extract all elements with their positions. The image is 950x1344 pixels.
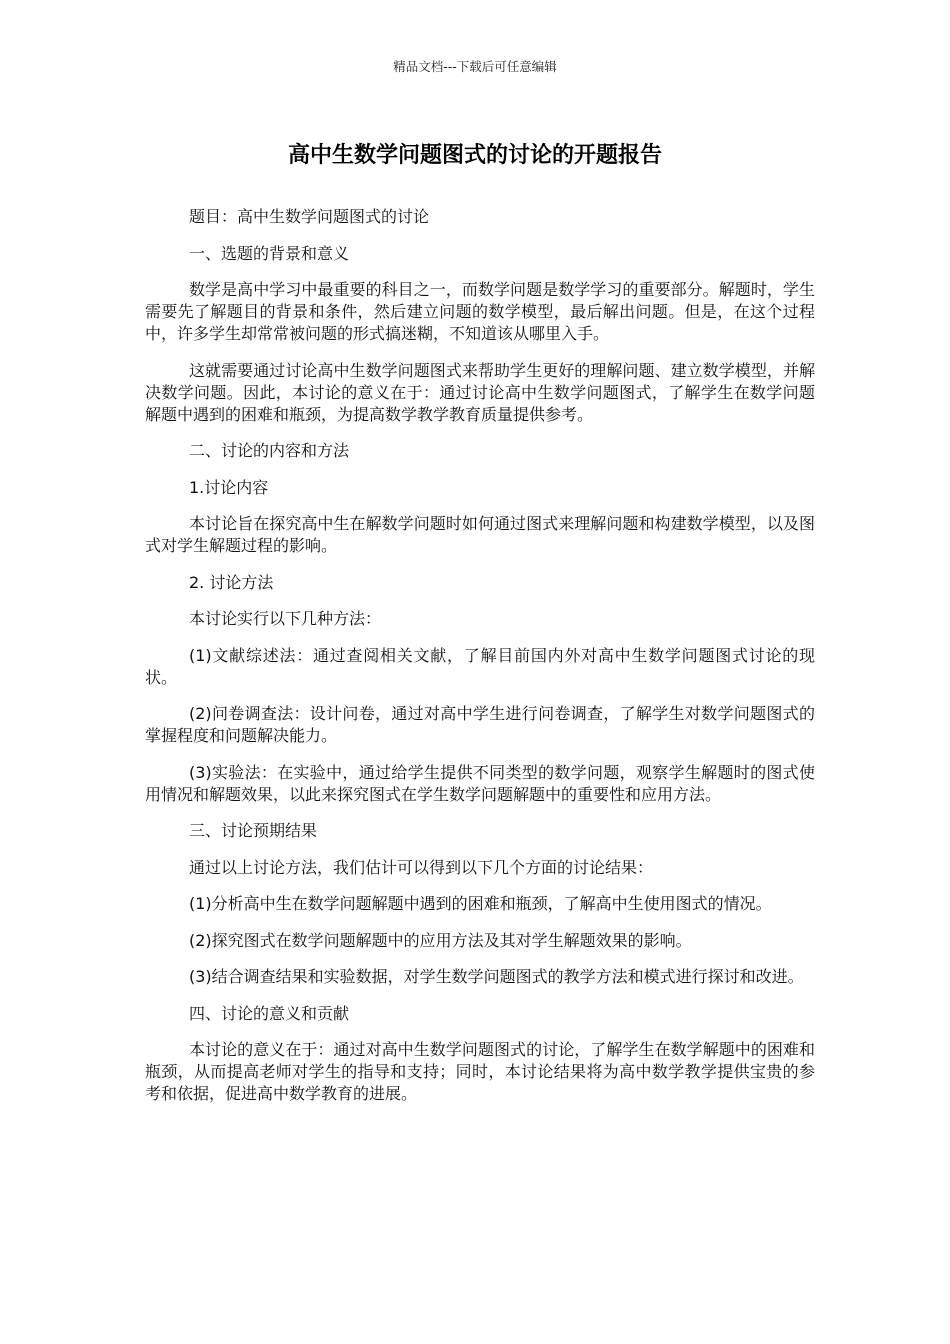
list-item: (1)文献综述法：通过查阅相关文献，了解目前国内外对高中生数学问题图式讨论的现状。 [145,645,815,687]
paragraph: 本讨论实行以下几种方法： [189,609,382,628]
list-item: (1)分析高中生在数学问题解题中遇到的困难和瓶颈，了解高中生使用图式的情况。 [189,894,772,913]
paragraph: 本讨论的意义在于：通过对高中生数学问题图式的讨论，了解学生在数学解题中的困难和瓶颈，从而提高老师对学生的指导和支持；同时，本讨论结果将为高中数学教学提供宝贵的参考和依据，促进高中数学教育的进展。 [145,1040,815,1103]
section-heading-results: 三、讨论预期结果 [189,821,318,840]
list-item: (3)实验法：在实验中，通过给学生提供不同类型的数学问题，观察学生解题时的图式使用情况和解题效果，以此来探究图式在学生数学问题解题中的重要性和应用方法。 [145,762,815,804]
page-header: 精品文档---下载后可任意编辑 [393,59,557,74]
list-item: (2)问卷调查法：设计问卷，通过对高中学生进行问卷调查，了解学生对数学问题图式的掌握程度和问题解决能力。 [145,704,815,745]
section-heading-content-method: 二、讨论的内容和方法 [189,441,350,460]
document-title: 高中生数学问题图式的讨论的开题报告 [287,143,662,168]
paragraph: 通过以上讨论方法，我们估计可以得到以下几个方面的讨论结果： [189,857,654,877]
paragraph: 这就需要通过讨论高中生数学问题图式来帮助学生更好的理解问题、建立数学模型，并解决数学问题。因此，本讨论的意义在于：通过讨论高中生数学问题图式，了解学生在数学问题解题中遇到的困难和瓶颈，为提高数学教学教育质量提供参考。 [145,360,815,424]
paragraph: 数学是高中学习中最重要的科目之一，而数学问题是数学学习的重要部分。解题时，学生需要先了解题目的背景和条件，然后建立问题的数学模型，最后解出问题。但是，在这个过程中，许多学生却常常被问题的形式搞迷糊，不知道该从哪里入手。 [145,280,815,343]
list-item: (2)探究图式在数学问题解题中的应用方法及其对学生解题效果的影响。 [189,930,692,950]
subheading-content: 1.讨论内容 [189,477,269,497]
section-heading-background: 一、选题的背景和意义 [189,243,350,263]
subheading-method: 2. 讨论方法 [189,572,274,592]
list-item: (3)结合调查结果和实验数据，对学生数学问题图式的教学方法和模式进行探讨和改进。 [189,967,804,986]
section-heading-significance: 四、讨论的意义和贡献 [189,1003,350,1023]
paragraph: 本讨论旨在探究高中生在解数学问题时如何通过图式来理解问题和构建数学模型，以及图式对学生解题过程的影响。 [145,514,815,555]
topic-line: 题目：高中生数学问题图式的讨论 [189,207,430,226]
document-body [145,206,815,1120]
